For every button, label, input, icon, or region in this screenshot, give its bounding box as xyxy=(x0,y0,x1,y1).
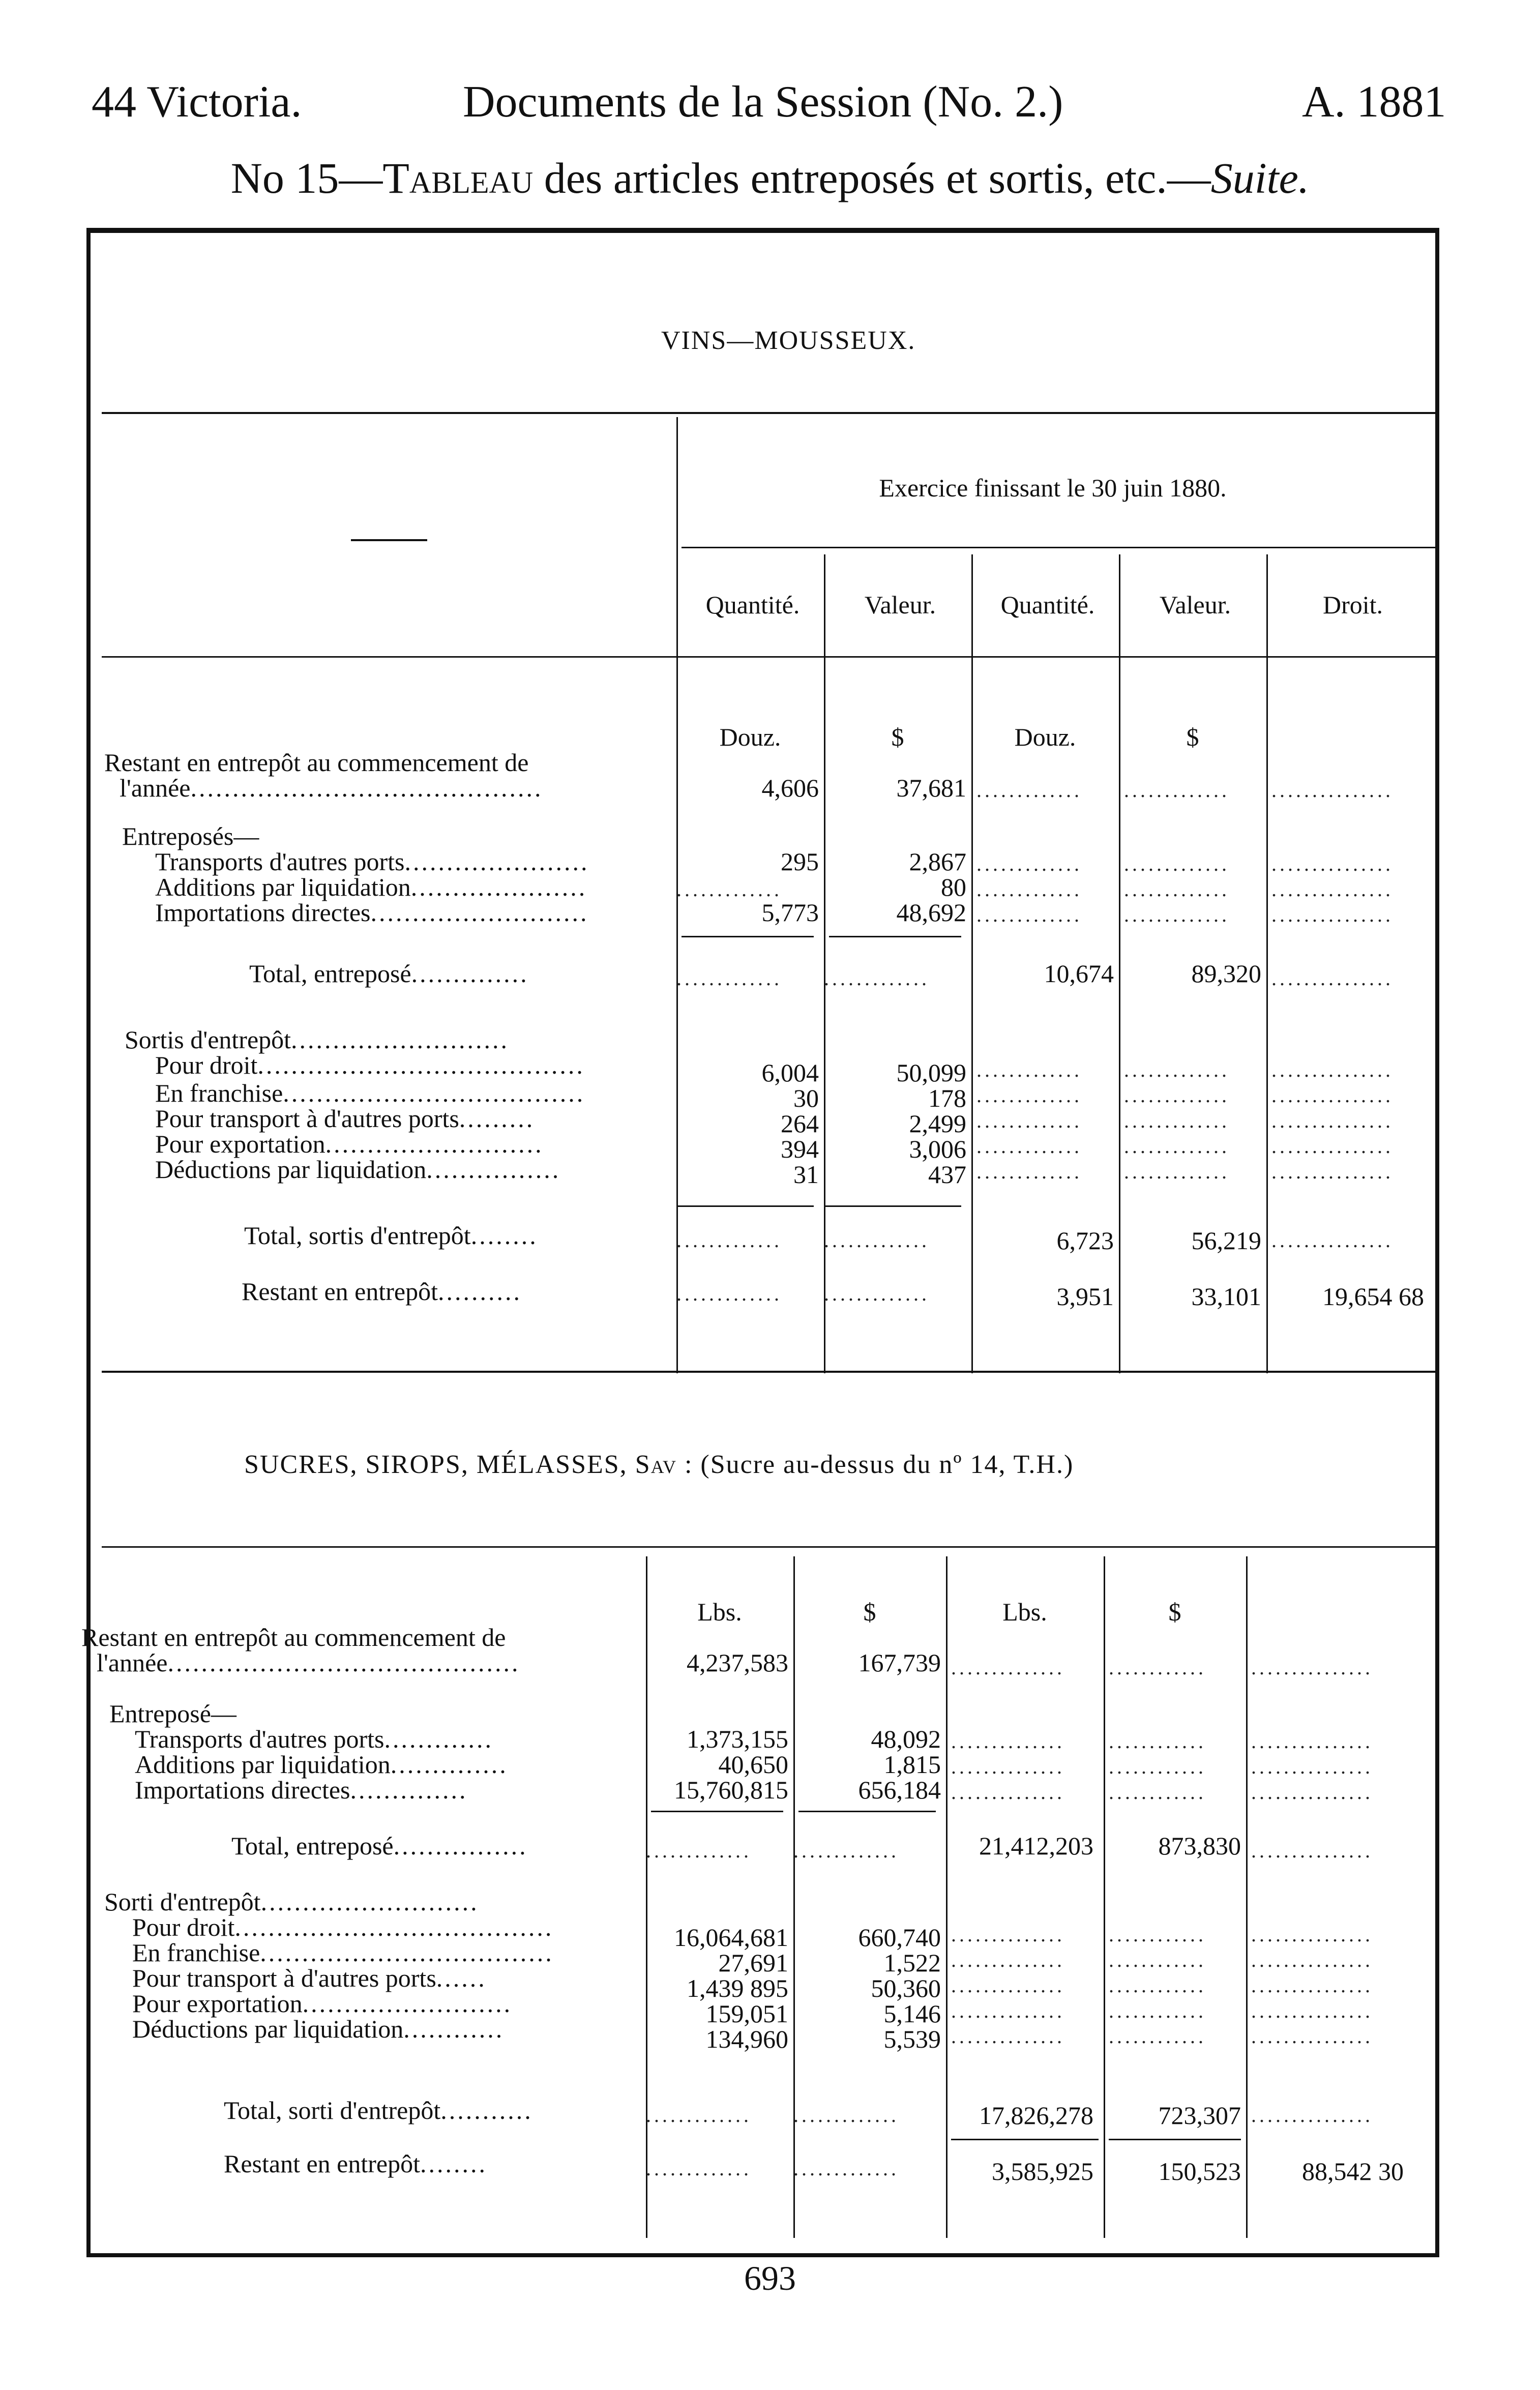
s1-restant-v: 33,101 xyxy=(1191,1282,1261,1311)
s1-exportation-v: 3,006 xyxy=(909,1135,966,1163)
s2-deductions-q2-dots: .............. xyxy=(951,2025,1065,2048)
s2-label-franchise-text: En franchise xyxy=(132,1938,260,1967)
section2-title xyxy=(244,1450,1074,1480)
s2-total-rule-v xyxy=(1109,2139,1241,2140)
s1-transports-q2-dots: ............. xyxy=(976,852,1082,875)
s2-label-pour-droit: Pour droit...................................... xyxy=(132,1913,554,1941)
s1-subtotal-rule-v xyxy=(829,936,961,937)
s1-pour-droit-v2-dots: ............. xyxy=(1124,1058,1230,1081)
s1-total-entrepose-v-dots: ............. xyxy=(824,967,930,990)
s1-total-entrepose-droit-dots: ............... xyxy=(1271,967,1394,990)
s2-col-divider-3 xyxy=(946,1556,947,2238)
s2-pour-droit-q2-dots: .............. xyxy=(951,1923,1065,1946)
unit-douz-1: Douz. xyxy=(719,723,781,751)
s2-additions-v2-dots: ............ xyxy=(1109,1755,1206,1778)
s1-transports-droit-dots: ............... xyxy=(1271,852,1394,875)
s2-col-divider-4 xyxy=(1104,1556,1105,2238)
s2-col-divider-5 xyxy=(1246,1556,1248,2238)
s1-label-total-sortis-text: Total, sortis d'entrepôt xyxy=(244,1221,471,1250)
s2-col-divider-1 xyxy=(646,1556,647,2238)
s2-additions-v: 1,815 xyxy=(883,1750,941,1779)
s1-label-sortis: Sortis d'entrepôt.......................... xyxy=(125,1025,510,1054)
s2-subtotal-rule-q xyxy=(651,1811,783,1812)
s1-label-restant-debut-2: l'année.......................................... xyxy=(120,774,543,802)
s2-transports-q: 1,373,155 xyxy=(687,1725,788,1753)
s2-transports-v2-dots: ............ xyxy=(1109,1730,1206,1753)
s1-label-transports-text: Transports d'autres ports xyxy=(155,847,405,876)
s2-total-sorti-v-dots: ............. xyxy=(793,2104,899,2127)
s2-exportation-droit-dots: ............... xyxy=(1251,1999,1373,2022)
s2-label-total-entrepose: Total, entreposé................ xyxy=(231,1832,528,1860)
s1-franchise-v2-dots: ............. xyxy=(1124,1084,1230,1107)
s1-total-sortis-v: 56,219 xyxy=(1191,1226,1261,1255)
s1-label-franchise-text: En franchise xyxy=(155,1079,283,1107)
s1-franchise-q: 30 xyxy=(793,1084,819,1112)
s1-total-entrepose-q: 10,674 xyxy=(1044,959,1114,988)
s1-label-additions: Additions par liquidation..................... xyxy=(155,873,587,901)
s2-restant-v-dots: ............. xyxy=(793,2157,899,2180)
s1-debut-v2-dots: ............. xyxy=(1124,779,1230,802)
col-quantite-1: Quantité. xyxy=(705,591,800,619)
s1-exportation-v2-dots: ............. xyxy=(1124,1135,1230,1158)
s1-importations-droit-dots: ............... xyxy=(1271,903,1394,926)
s2-debut-v2-dots: ............ xyxy=(1109,1656,1206,1679)
s2-label-restant-text: Restant en entrepôt xyxy=(224,2149,420,2178)
s1-restant-droit: 19,654 68 xyxy=(1322,1282,1424,1311)
s2-importations-q: 15,760,815 xyxy=(674,1776,788,1804)
s2-importations-v: 656,184 xyxy=(858,1776,941,1804)
title-word: Tableau xyxy=(382,154,534,202)
s1-label-importations-text: Importations directes xyxy=(155,898,371,927)
s2-franchise-v: 1,522 xyxy=(883,1949,941,1977)
s1-label-importations: Importations directes.......................... xyxy=(155,898,589,927)
s1-exportation-droit-dots: ............... xyxy=(1271,1135,1394,1158)
s1-label-exportation-text: Pour exportation xyxy=(155,1130,325,1158)
s1-additions-q2-dots: ............. xyxy=(976,878,1082,901)
s2-label-additions-text: Additions par liquidation xyxy=(135,1750,391,1779)
s2-label-importations: Importations directes.............. xyxy=(135,1776,468,1804)
s2-total-entrepose-v-dots: ............. xyxy=(793,1839,899,1862)
s1-transport-v: 2,499 xyxy=(909,1109,966,1138)
s1-additions-q-dots: ............. xyxy=(676,878,782,901)
s1-total-entrepose-q-dots: ............. xyxy=(676,967,782,990)
s2-importations-v2-dots: ............ xyxy=(1109,1781,1206,1804)
s2-label-sorti-text: Sorti d'entrepôt xyxy=(104,1887,261,1916)
s2-total-sorti-droit-dots: ............... xyxy=(1251,2104,1373,2127)
s2-total-sorti-q-dots: ............. xyxy=(646,2104,752,2127)
s2-transports-v: 48,092 xyxy=(871,1725,941,1753)
col-valeur-1: Valeur. xyxy=(864,591,936,619)
s1-restant-q: 3,951 xyxy=(1056,1282,1114,1311)
s2-label-exportation: Pour exportation......................... xyxy=(132,1989,513,2018)
s2-pour-droit-v2-dots: ............ xyxy=(1109,1923,1206,1946)
s2-deductions-v2-dots: ............ xyxy=(1109,2025,1206,2048)
s1-transports-v2-dots: ............. xyxy=(1124,852,1230,875)
s1-exportation-q2-dots: ............. xyxy=(976,1135,1082,1158)
s2-pour-droit-q: 16,064,681 xyxy=(674,1923,788,1952)
section2-title-c: : (Sucre au-dessus du nº 14, T.H.) xyxy=(676,1450,1074,1479)
s2-transport-v2-dots: ............ xyxy=(1109,1974,1206,1997)
s1-franchise-q2-dots: ............. xyxy=(976,1084,1082,1107)
s2-total-sorti-q: 17,826,278 xyxy=(979,2101,1093,2130)
s1-label-franchise: En franchise.................................... xyxy=(155,1079,585,1107)
unit-dollar-1: $ xyxy=(891,723,904,751)
s1-deductions-v: 437 xyxy=(928,1160,966,1189)
section1-title: VINS—MOUSSEUX. xyxy=(661,326,916,355)
s2-transport-v: 50,360 xyxy=(871,1974,941,2002)
s2-subtotal-rule-v xyxy=(798,1811,936,1812)
s2-label-transport-autres: Pour transport à d'autres ports...... xyxy=(132,1964,487,1992)
s2-total-sorti-v: 723,307 xyxy=(1158,2101,1241,2130)
s1-transport-q2-dots: ............. xyxy=(976,1109,1082,1132)
exercice-rule xyxy=(682,547,1439,548)
s1-label-deductions: Déductions par liquidation................ xyxy=(155,1155,561,1184)
s1-total-entrepose-v: 89,320 xyxy=(1191,959,1261,988)
s1-debut-v: 37,681 xyxy=(896,774,966,802)
s1-label-total-entrepose-text: Total, entreposé xyxy=(249,959,411,988)
page-title xyxy=(0,153,1540,203)
page-number: 693 xyxy=(744,2259,796,2297)
s2-additions-q2-dots: .............. xyxy=(951,1755,1065,1778)
s1-importations-v2-dots: ............. xyxy=(1124,903,1230,926)
s2-exportation-q: 159,051 xyxy=(705,1999,788,2028)
s2-pour-droit-droit-dots: ............... xyxy=(1251,1923,1373,1946)
s2-label-franchise: En franchise................................... xyxy=(132,1938,554,1967)
title-rest: des articles entreposés et sortis, etc.— xyxy=(533,154,1211,202)
section-divider xyxy=(102,1371,1439,1373)
s2-restant-droit: 88,542 30 xyxy=(1302,2157,1404,2186)
s2-unit-lbs-1: Lbs. xyxy=(697,1598,742,1626)
s2-label-restant-debut-2-text: l'année xyxy=(97,1648,168,1677)
s1-pour-droit-q2-dots: ............. xyxy=(976,1058,1082,1081)
s2-label-restant: Restant en entrepôt........ xyxy=(224,2149,487,2178)
unit-douz-2: Douz. xyxy=(1014,723,1076,751)
s2-label-transports: Transports d'autres ports............. xyxy=(135,1725,493,1753)
s2-restant-q-dots: ............. xyxy=(646,2157,752,2180)
s2-label-total-entrepose-text: Total, entreposé xyxy=(231,1832,394,1860)
col-valeur-2: Valeur. xyxy=(1159,591,1231,619)
s1-additions-droit-dots: ............... xyxy=(1271,878,1394,901)
s2-franchise-droit-dots: ............... xyxy=(1251,1949,1373,1971)
section2-title-b: Sav xyxy=(635,1450,677,1479)
s1-pour-droit-droit-dots: ............... xyxy=(1271,1058,1394,1081)
s2-label-restant-debut-2: l'année.......................................... xyxy=(97,1648,520,1677)
s1-transport-q: 264 xyxy=(781,1109,819,1138)
s2-exportation-v2-dots: ............ xyxy=(1109,1999,1206,2022)
col-droit: Droit. xyxy=(1322,591,1383,619)
s1-transport-v2-dots: ............. xyxy=(1124,1109,1230,1132)
header-document-title: Documents de la Session (No. 2.) xyxy=(463,77,1063,127)
s2-label-importations-text: Importations directes xyxy=(135,1776,350,1804)
s1-label-total-entrepose: Total, entreposé.............. xyxy=(249,959,529,988)
s2-exportation-q2-dots: .............. xyxy=(951,1999,1065,2022)
s1-deductions-droit-dots: ............... xyxy=(1271,1160,1394,1183)
s1-debut-q: 4,606 xyxy=(761,774,819,802)
s1-label-transport-autres-text: Pour transport à d'autres ports xyxy=(155,1104,459,1133)
s1-label-restant-text: Restant en entrepôt xyxy=(242,1277,438,1306)
s2-label-restant-debut-1: Restant en entrepôt au commencement de xyxy=(81,1623,506,1651)
s2-label-entrepose: Entreposé— xyxy=(109,1699,236,1728)
s1-importations-v: 48,692 xyxy=(896,898,966,927)
s2-label-deductions: Déductions par liquidation............ xyxy=(132,2015,505,2043)
s2-label-transports-text: Transports d'autres ports xyxy=(135,1725,384,1753)
s1-additions-v2-dots: ............. xyxy=(1124,878,1230,901)
s2-franchise-q2-dots: .............. xyxy=(951,1949,1065,1971)
s1-label-transport-autres: Pour transport à d'autres ports......... xyxy=(155,1104,535,1133)
s1-debut-droit-dots: ............... xyxy=(1271,779,1394,802)
section2-title-a: SUCRES, SIROPS, MÉLASSES, xyxy=(244,1450,635,1479)
s1-label-pour-droit: Pour droit....................................... xyxy=(155,1051,585,1079)
s1-label-restant-debut-2-text: l'année xyxy=(120,774,191,802)
unit-dollar-2: $ xyxy=(1186,723,1199,751)
s2-label-additions: Additions par liquidation.............. xyxy=(135,1750,508,1779)
header-year: A. 1881 xyxy=(1302,77,1446,127)
s1-importations-q2-dots: ............. xyxy=(976,903,1082,926)
s2-exportation-v: 5,146 xyxy=(883,1999,941,2028)
s1-deductions-v2-dots: ............. xyxy=(1124,1160,1230,1183)
header-session-year: 44 Victoria. xyxy=(92,77,302,127)
s1-transports-q: 295 xyxy=(781,847,819,876)
s1-total-sortis-q-dots: ............. xyxy=(676,1229,782,1252)
s2-restant-q: 3,585,925 xyxy=(992,2157,1093,2186)
s2-unit-lbs-2: Lbs. xyxy=(1002,1598,1047,1626)
s1-exportation-q: 394 xyxy=(781,1135,819,1163)
s2-transports-droit-dots: ............... xyxy=(1251,1730,1373,1753)
s2-debut-droit-dots: ............... xyxy=(1251,1656,1373,1679)
s2-unit-dollar-1: $ xyxy=(863,1598,876,1626)
s2-col-divider-2 xyxy=(793,1556,795,2238)
s2-transport-q: 1,439 895 xyxy=(687,1974,788,2002)
s1-transports-v: 2,867 xyxy=(909,847,966,876)
s1-label-deductions-text: Déductions par liquidation xyxy=(155,1155,427,1184)
s2-franchise-v2-dots: ............ xyxy=(1109,1949,1206,1971)
title-suite: Suite. xyxy=(1210,154,1310,202)
s1-pour-droit-q: 6,004 xyxy=(761,1058,819,1087)
s1-franchise-v: 178 xyxy=(928,1084,966,1112)
s1-sortis-rule-q xyxy=(676,1205,814,1207)
s1-subtotal-rule-q xyxy=(682,936,814,937)
s1-header-rule xyxy=(102,656,1439,658)
s2-label-pour-droit-text: Pour droit xyxy=(132,1913,235,1941)
s2-label-sorti: Sorti d'entrepôt.......................... xyxy=(104,1887,479,1916)
s1-label-total-sortis: Total, sortis d'entrepôt........ xyxy=(244,1221,538,1250)
s1-label-sortis-text: Sortis d'entrepôt xyxy=(125,1025,291,1054)
section2-rule-top xyxy=(102,1546,1439,1548)
s1-label-entreposes: Entreposés— xyxy=(122,822,259,850)
title-prefix: No 15— xyxy=(230,154,383,202)
s1-deductions-q2-dots: ............. xyxy=(976,1160,1082,1183)
s1-sortis-rule-v xyxy=(824,1205,961,1207)
s1-label-restant: Restant en entrepôt.......... xyxy=(242,1277,522,1306)
s2-total-entrepose-q: 21,412,203 xyxy=(979,1832,1093,1860)
s1-total-sortis-q: 6,723 xyxy=(1056,1226,1114,1255)
s2-transports-q2-dots: .............. xyxy=(951,1730,1065,1753)
s1-restant-q-dots: ............. xyxy=(676,1282,782,1305)
s2-restant-v: 150,523 xyxy=(1158,2157,1241,2186)
s2-total-entrepose-q-dots: ............. xyxy=(646,1839,752,1862)
s2-total-entrepose-droit-dots: ............... xyxy=(1251,1839,1373,1862)
section1-rule-top xyxy=(102,412,1439,414)
s1-total-sortis-v-dots: ............. xyxy=(824,1229,930,1252)
s1-total-sortis-droit-dots: ............... xyxy=(1271,1229,1394,1252)
s2-total-entrepose-v: 873,830 xyxy=(1158,1832,1241,1860)
s2-importations-q2-dots: .............. xyxy=(951,1781,1065,1804)
s2-label-transport-autres-text: Pour transport à d'autres ports xyxy=(132,1964,436,1992)
s2-label-total-sorti: Total, sorti d'entrepôt........... xyxy=(224,2096,533,2125)
s2-franchise-q: 27,691 xyxy=(718,1949,788,1977)
s2-label-total-sorti-text: Total, sorti d'entrepôt xyxy=(224,2096,441,2125)
s1-col-divider-5 xyxy=(1266,554,1268,1373)
s2-unit-dollar-2: $ xyxy=(1168,1598,1181,1626)
s2-transport-q2-dots: .............. xyxy=(951,1974,1065,1997)
exercice-heading: Exercice finissant le 30 juin 1880. xyxy=(879,474,1227,502)
s2-debut-q2-dots: .............. xyxy=(951,1656,1065,1679)
s2-debut-q: 4,237,583 xyxy=(687,1648,788,1677)
s2-additions-q: 40,650 xyxy=(718,1750,788,1779)
s2-label-deductions-text: Déductions par liquidation xyxy=(132,2015,404,2043)
s1-additions-v: 80 xyxy=(941,873,966,901)
s1-transport-droit-dots: ............... xyxy=(1271,1109,1394,1132)
s1-label-pour-droit-text: Pour droit xyxy=(155,1051,258,1079)
s1-importations-q: 5,773 xyxy=(761,898,819,927)
s2-debut-v: 167,739 xyxy=(858,1648,941,1677)
s1-label-additions-text: Additions par liquidation xyxy=(155,873,411,901)
s2-deductions-v: 5,539 xyxy=(883,2025,941,2053)
s2-transport-droit-dots: ............... xyxy=(1251,1974,1373,1997)
s1-label-exportation: Pour exportation.......................... xyxy=(155,1130,544,1158)
s1-label-transports: Transports d'autres ports...................... xyxy=(155,847,589,876)
s1-col-divider-4 xyxy=(1119,554,1120,1373)
s1-debut-q2-dots: ............. xyxy=(976,779,1082,802)
s2-importations-droit-dots: ............... xyxy=(1251,1781,1373,1804)
stub-dash xyxy=(351,539,427,541)
s1-pour-droit-v: 50,099 xyxy=(896,1058,966,1087)
s2-pour-droit-v: 660,740 xyxy=(858,1923,941,1952)
s1-deductions-q: 31 xyxy=(793,1160,819,1189)
col-quantite-2: Quantité. xyxy=(1000,591,1095,619)
s2-deductions-droit-dots: ............... xyxy=(1251,2025,1373,2048)
s1-restant-v-dots: ............. xyxy=(824,1282,930,1305)
s1-label-restant-debut-1: Restant en entrepôt au commencement de xyxy=(104,748,529,777)
s2-deductions-q: 134,960 xyxy=(705,2025,788,2053)
s1-col-divider-3 xyxy=(971,554,973,1373)
s2-label-exportation-text: Pour exportation xyxy=(132,1989,303,2018)
s2-total-rule-q xyxy=(951,2139,1099,2140)
s2-additions-droit-dots: ............... xyxy=(1251,1755,1373,1778)
s1-franchise-droit-dots: ............... xyxy=(1271,1084,1394,1107)
